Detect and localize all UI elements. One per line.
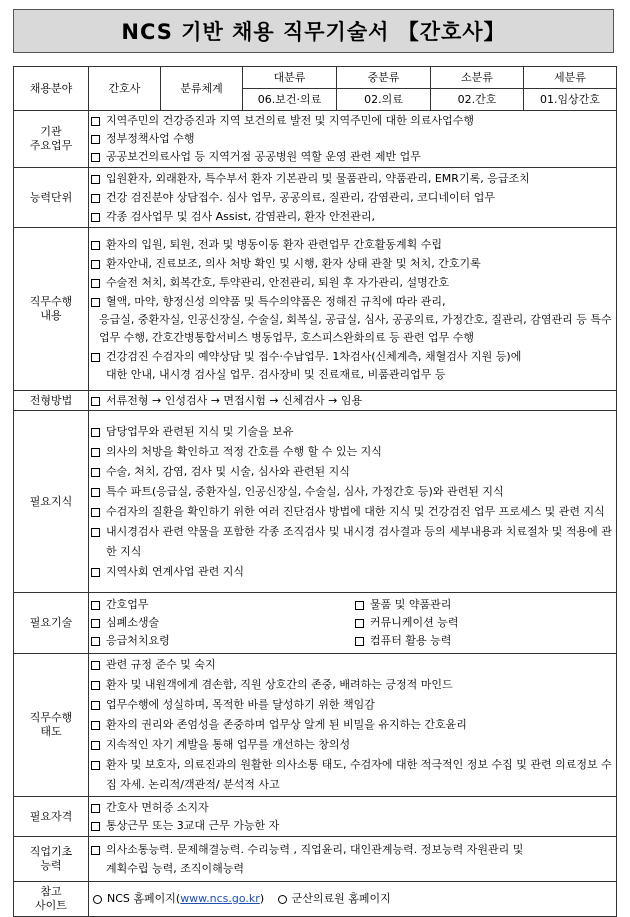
list-item: 입원환자, 외래환자, 특수부서 환자 기본관리 및 물품관리, 약품관리, EMR기록, 응급조치 [89,169,616,188]
field-value: 간호사 [89,67,161,111]
checkbox-icon [91,153,100,162]
checkbox-icon [91,397,100,406]
list-item: 간호업무 [89,596,353,614]
list-item: 공공보건의료사업 등 지역거점 공공병원 역할 운영 관련 제반 업무 [89,148,616,166]
hospital-site-text: 군산의료원 홈페이지 [291,892,391,905]
list-item: 환자의 입원, 퇴원, 전과 및 병동이동 환자 관련업무 간호활동계획 수립 [89,235,616,254]
selection-label: 전형방법 [14,391,89,411]
list-item: 지역사회 연계사업 관련 지식 [89,562,616,582]
checkbox-icon [91,508,100,517]
list-item: 환자 및 내원객에게 겸손함, 직원 상호간의 존중, 배려하는 긍정적 마인드 [89,675,616,695]
reference-content: NCS 홈페이지(www.ncs.go.kr) 군산의료원 홈페이지 [89,882,617,917]
job-description-table [13,66,617,917]
list-item: 물품 및 약품관리 [353,596,616,614]
circle-bullet-icon [93,895,102,904]
checkbox-icon [91,741,100,750]
list-item: 혈액, 마약, 향정신성 의약품 및 특수의약품은 정해진 규칙에 따라 관리, [89,292,616,311]
ability-label: 능력단위 [14,168,89,228]
checkbox-icon [91,213,100,222]
category-major-header: 대분류 [243,67,337,89]
checkbox-icon [91,448,100,457]
list-item: 통상근무 또는 3교대 근무 가능한 자 [89,817,616,835]
list-item: 관련 규정 준수 및 숙지 [89,655,616,675]
list-item: 수술전 처치, 회복간호, 투약관리, 안전관리, 퇴원 후 자가관리, 설명간호 [89,273,616,292]
list-item: 환자의 권리와 존엄성을 존중하며 업무상 알게 된 비밀을 유지하는 간호윤리 [89,715,616,735]
duty-label: 직무수행 내용 [14,228,89,391]
checkbox-icon [91,279,100,288]
checkbox-icon [91,260,100,269]
checkbox-icon [91,637,100,646]
basic-ability-label: 직업기초 능력 [14,837,89,882]
list-item: 응급처치요령 [89,632,353,650]
category-detail-header: 세분류 [524,67,617,89]
list-item: 특수 파트(응급실, 중환자실, 인공신장실, 수술실, 심사, 가정간호 등)와 관련된 지식 [89,482,616,502]
checkbox-icon [355,601,364,610]
basic-ability-content [89,837,617,882]
list-item: 간호사 면허증 소지자 [89,799,616,817]
reference-label: 참고 사이트 [14,882,89,917]
checkbox-icon [91,661,100,670]
list-item: 각종 검사업무 및 검사 Assist, 감염관리, 환자 안전관리, [89,207,616,226]
checkbox-icon [91,488,100,497]
skills-content [89,593,617,654]
ability-content [89,168,617,228]
checkbox-icon [91,468,100,477]
list-item: 건강검진 수검자의 예약상담 및 접수·수납업무. 1차검사(신체계측, 채혈검사 지원 등)에 [89,347,616,366]
category-minor-value: 02.간호 [431,89,524,111]
page-title: NCS 기반 채용 직무기술서 【간호사】 [13,9,614,53]
checkbox-icon [91,601,100,610]
list-item: 정부정책사업 수행 [89,130,616,148]
list-item: 환자안내, 진료보조, 의사 처방 확인 및 시행, 환자 상태 관찰 및 처치, 간호기록 [89,254,616,273]
checkbox-icon [91,822,100,831]
checkbox-icon [91,761,100,770]
category-middle-header: 중분류 [337,67,431,89]
checkbox-icon [91,528,100,537]
list-item: 커뮤니케이션 능력 [353,614,616,632]
checkbox-icon [91,568,100,577]
org-main-content [89,111,617,168]
selection-content [89,391,617,411]
ncs-link[interactable]: www.ncs.go.kr [180,892,260,905]
list-item: 서류전형 → 인성검사 → 면접시험 → 신체검사 → 임용 [89,394,616,408]
knowledge-label: 필요지식 [14,411,89,593]
field-label: 채용분야 [14,67,89,111]
list-item: 수술, 처치, 감염, 검사 및 시술, 심사와 관련된 지식 [89,462,616,482]
checkbox-icon [91,194,100,203]
checkbox-icon [91,298,100,307]
category-minor-header: 소분류 [431,67,524,89]
category-major-value: 06.보건·의료 [243,89,337,111]
attitude-content [89,654,617,797]
category-middle-value: 02.의료 [337,89,431,111]
list-item: 업무수행에 성실하며, 목적한 바를 달성하기 위한 책임감 [89,695,616,715]
duty-content [89,228,617,391]
list-item: 환자 및 보호자, 의료진과의 원활한 의사소통 태도, 수검자에 대한 적극적인 정보 수집 및 관련 의료정보 수집 자세. 논리적/객관적/ 분석적 사고 [89,755,616,795]
list-item: 심폐소생술 [89,614,353,632]
checkbox-icon [91,428,100,437]
checkbox-icon [91,721,100,730]
list-item: 건강 검진분야 상담접수. 심사 업무, 공공의료, 질관리, 감염관리, 코디네이터 업무 [89,188,616,207]
checkbox-icon [91,619,100,628]
qualification-label: 필요자격 [14,797,89,837]
checkbox-icon [91,846,100,855]
skills-label: 필요기술 [14,593,89,654]
category-detail-value: 01.임상간호 [524,89,617,111]
list-item: 내시경검사 관련 약물을 포함한 각종 조직검사 및 내시경 검사결과 등의 세부내용과 치료절차 및 적용에 관한 지식 [89,522,616,562]
checkbox-icon [91,681,100,690]
checkbox-icon [91,117,100,126]
checkbox-icon [91,241,100,250]
circle-bullet-icon [278,895,287,904]
org-main-label: 기관 주요업무 [14,111,89,168]
list-item: 의사소통능력. 문제해결능력. 수리능력 , 직업윤리, 대인관계능력. 정보능력 자원관리 및 계획수립 능력, 조직이해능력 [89,840,616,878]
knowledge-content [89,411,617,593]
checkbox-icon [91,701,100,710]
checkbox-icon [91,175,100,184]
list-item: 컴퓨터 활용 능력 [353,632,616,650]
qualification-content [89,797,617,837]
checkbox-icon [91,135,100,144]
duty-continuation: 응급실, 중환자실, 인공신장실, 수술실, 회복실, 공급실, 심사, 공공의료, 가정간호, 질관리, 감염관리 등 특수업무 수행, 간호간병통합서비스 병동업무, 호스피스완화의료 등 관련 업무 수행 [99,312,612,344]
checkbox-icon [91,804,100,813]
checkbox-icon [355,619,364,628]
list-item: 수검자의 질환을 확인하기 위한 여러 진단검사 방법에 대한 지식 및 건강검진 업무 프로세스 및 관련 지식 [89,502,616,522]
list-item: 담당업무와 관련된 지식 및 기술을 보유 [89,422,616,442]
list-item: 의사의 처방을 확인하고 적정 간호를 수행 할 수 있는 지식 [89,442,616,462]
classification-label: 분류체계 [161,67,243,111]
attitude-label: 직무수행 태도 [14,654,89,797]
checkbox-icon [355,637,364,646]
duty-continuation: 대한 안내, 내시경 검사실 업무. 검사장비 및 진료재료, 비품관리업무 등 [106,367,446,381]
checkbox-icon [91,353,100,362]
list-item: 지속적인 자기 계발을 통해 업무를 개선하는 창의성 [89,735,616,755]
list-item: 지역주민의 건강증진과 지역 보건의료 발전 및 지역주민에 대한 의료사업수행 [89,112,616,130]
